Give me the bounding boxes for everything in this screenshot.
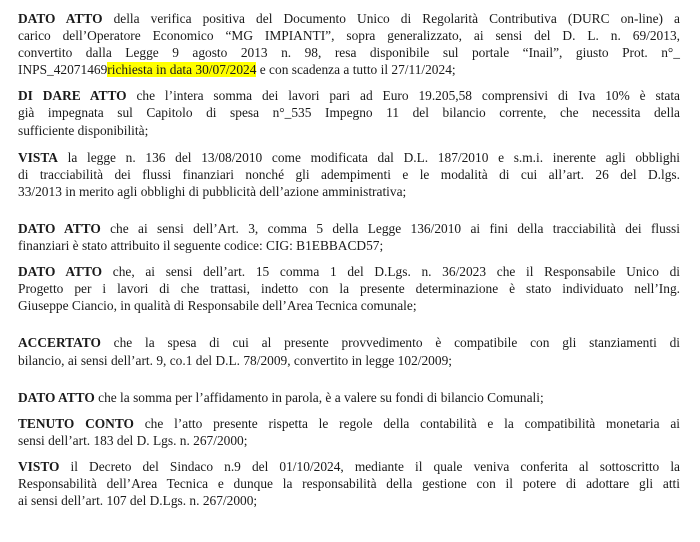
text-run: che, ai sensi dell’art. 15 comma 1 del D.Lgs. n. 36/2023 che il Responsabile Unico di <box>102 264 680 280</box>
text-run: carico dell’Operatore Economico “MG IMPIANTI”, sopra generalizzato, ai sensi del D. L. n. 69/2013, <box>18 28 680 44</box>
text-run: che ai sensi dell’Art. 3, comma 5 della Legge 136/2010 ai fini della tracciabilità dei flussi <box>100 220 680 236</box>
paragraph-keyword: ACCERTATO <box>18 335 101 351</box>
text-line <box>18 122 680 139</box>
text-run: sensi dell’art. 183 del D. Lgs. n. 267/2000; <box>18 432 248 448</box>
text-line <box>18 166 680 183</box>
text-run: la legge n. 136 del 13/08/2010 come modificata dal D.L. 187/2010 e s.m.i. inerente agli obblighi <box>57 149 680 165</box>
document-page <box>18 10 680 509</box>
paragraph-tenuto-conto <box>18 415 680 449</box>
text-run: Progetto per i lavori di che trattasi, indetto con la presente determinazione è stato individuato nell’Ing. <box>18 281 680 297</box>
text-line <box>18 183 680 200</box>
paragraph-keyword: DATO ATTO <box>18 220 101 236</box>
text-line <box>18 104 680 121</box>
text-line <box>18 389 680 406</box>
text-line <box>18 237 680 254</box>
text-run: che l’atto presente rispetta le regole della contabilità e la compatibilità monetaria ai <box>133 415 680 431</box>
text-run: convertito dalla Legge 9 agosto 2013 n. 98, resa disponibile sul portale “Inail”, giusto Prot. n°_ <box>18 45 680 61</box>
text-run: Giuseppe Ciancio, in qualità di Responsabile dell’Area Tecnica comunale; <box>18 298 417 314</box>
text-run: della verifica positiva del Documento Unico di Regolarità Contributiva (DURC on-line) a <box>102 11 680 26</box>
text-line <box>18 334 680 351</box>
paragraph-keyword: VISTA <box>18 149 58 165</box>
text-line <box>18 475 680 492</box>
text-run: e con scadenza a tutto il 27/11/2024; <box>256 62 456 78</box>
text-run: 33/2013 in merito agli obblighi di pubblicità dell’azione amministrativa; <box>18 183 407 199</box>
paragraph-cig <box>18 220 680 254</box>
text-line <box>18 297 680 314</box>
paragraph-durc <box>18 10 680 78</box>
paragraph-keyword: DATO ATTO <box>18 264 103 280</box>
text-line <box>18 27 680 44</box>
paragraph-vista <box>18 149 680 200</box>
text-line <box>18 44 680 61</box>
text-line <box>18 415 680 432</box>
text-run: Responsabilità dell’Area Tecnica e dunque la responsabilità della gestione con il potere di adottare gli atti <box>18 475 680 491</box>
text-run: sufficiente disponibilità; <box>18 122 149 138</box>
text-line <box>18 220 680 237</box>
text-line <box>18 263 680 280</box>
text-run: ai sensi dell’art. 107 del D.Lgs. n. 267/2000; <box>18 493 258 509</box>
text-run: finanziari è stato attribuito il seguente codice: CIG: B1EBBACD57; <box>18 238 384 254</box>
paragraph-keyword: DATO ATTO <box>18 389 95 405</box>
text-run: già impegnata sul Capitolo di spesa n°_535 Impegno 11 del bilancio corrente, che necessita della <box>18 105 680 121</box>
paragraph-di-dare-atto <box>18 87 680 138</box>
text-line <box>18 458 680 475</box>
paragraph-accertato <box>18 334 680 368</box>
text-line <box>18 492 680 509</box>
paragraph-keyword: DI DARE ATTO <box>18 88 127 104</box>
paragraph-visto <box>18 458 680 509</box>
text-run: il Decreto del Sindaco n.9 del 01/10/2024, mediante il quale veniva conferita al sottoscritto la <box>59 458 680 474</box>
text-line <box>18 432 680 449</box>
text-line <box>18 61 680 78</box>
highlighted-text: richiesta in data 30/07/2024 <box>107 62 257 78</box>
text-line <box>18 280 680 297</box>
text-line <box>18 149 680 166</box>
text-run: che la somma per l’affidamento in parola, è a valere su fondi di bilancio Comunali; <box>94 389 544 405</box>
paragraph-fondi <box>18 389 680 406</box>
text-run: bilancio, ai sensi dell’art. 9, co.1 del D.L. 78/2009, convertito in legge 102/2009; <box>18 352 452 368</box>
text-line <box>18 87 680 104</box>
paragraph-keyword: VISTO <box>18 458 60 474</box>
paragraph-rup <box>18 263 680 314</box>
text-run: che l’intera somma dei lavori pari ad Euro 19.205,58 comprensivi di Iva 10% è stata <box>126 88 680 104</box>
text-run: che la spesa di cui al presente provvedimento è compatibile con gli stanziamenti di <box>100 335 680 351</box>
paragraph-keyword: TENUTO CONTO <box>18 415 134 431</box>
text-line <box>18 10 680 27</box>
text-run: di tracciabilità dei flussi finanziari nonché gli adempimenti e le modalità di cui all’art. 26 del D.lgs. <box>18 166 680 182</box>
text-line <box>18 352 680 369</box>
paragraph-keyword: DATO ATTO <box>18 11 103 26</box>
text-run: INPS_42071469 <box>18 62 108 78</box>
